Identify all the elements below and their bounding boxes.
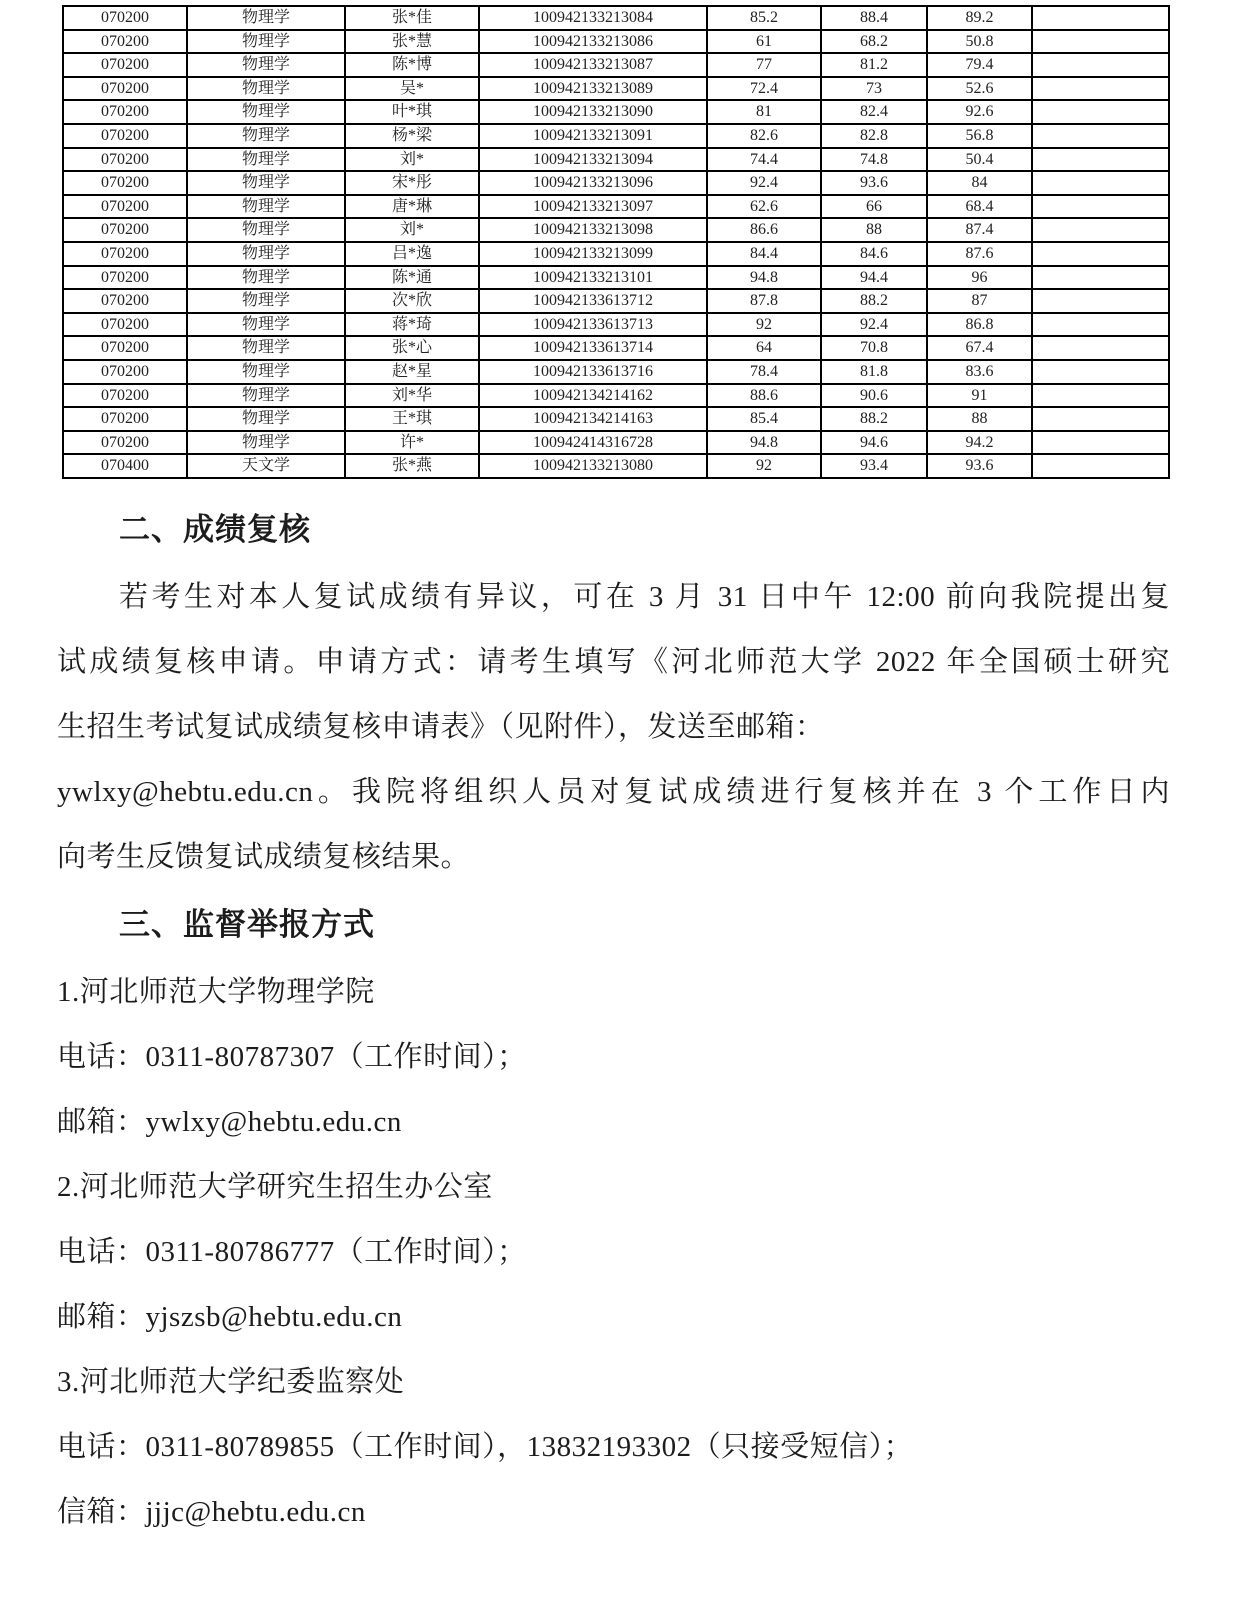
table-row — [63, 313, 1169, 337]
table-cell-score1: 92 — [707, 313, 821, 337]
contact-email: 邮箱：yjszsb@hebtu.edu.cn — [57, 1300, 403, 1333]
table-cell-exam_no: 100942133213084 — [479, 6, 707, 30]
score-table-body — [63, 6, 1169, 478]
table-cell-score3: 50.8 — [927, 30, 1032, 54]
table-cell-major: 物理学 — [187, 218, 345, 242]
table-cell-score3: 91 — [927, 384, 1032, 408]
table-cell-exam_no: 100942133213087 — [479, 53, 707, 77]
table-cell-blank — [1032, 6, 1169, 30]
table-cell-code: 070200 — [63, 77, 187, 101]
table-cell-score1: 84.4 — [707, 242, 821, 266]
table-cell-score3: 68.4 — [927, 195, 1032, 219]
table-cell-blank — [1032, 124, 1169, 148]
table-cell-score3: 87 — [927, 289, 1032, 313]
table-cell-exam_no: 100942133213091 — [479, 124, 707, 148]
table-cell-name: 蒋*琦 — [345, 313, 479, 337]
table-cell-name: 刘*华 — [345, 384, 479, 408]
table-cell-blank — [1032, 242, 1169, 266]
table-cell-code: 070200 — [63, 100, 187, 124]
table-cell-blank — [1032, 431, 1169, 455]
table-cell-score2: 84.6 — [821, 242, 927, 266]
table-cell-name: 张*佳 — [345, 6, 479, 30]
table-cell-name: 次*欣 — [345, 289, 479, 313]
table-cell-blank — [1032, 171, 1169, 195]
table-cell-exam_no: 100942133213089 — [479, 77, 707, 101]
table-cell-blank — [1032, 30, 1169, 54]
table-cell-score2: 68.2 — [821, 30, 927, 54]
table-cell-name: 陈*通 — [345, 266, 479, 290]
table-cell-score2: 82.4 — [821, 100, 927, 124]
table-row — [63, 148, 1169, 172]
table-cell-blank — [1032, 195, 1169, 219]
table-cell-code: 070200 — [63, 124, 187, 148]
table-cell-score1: 87.8 — [707, 289, 821, 313]
table-cell-name: 张*慧 — [345, 30, 479, 54]
paragraph-line: ywlxy@hebtu.edu.cn。我院将组织人员对复试成绩进行复核并在 3 个工作日内 — [57, 775, 1170, 808]
table-cell-blank — [1032, 384, 1169, 408]
table-cell-score1: 61 — [707, 30, 821, 54]
table-row — [63, 384, 1169, 408]
paragraph-line: 若考生对本人复试成绩有异议，可在 3 月 31 日中午 12:00 前向我院提出复 — [119, 580, 1170, 613]
table-cell-major: 物理学 — [187, 336, 345, 360]
table-cell-exam_no: 100942133213090 — [479, 100, 707, 124]
table-row — [63, 360, 1169, 384]
table-cell-exam_no: 100942133213101 — [479, 266, 707, 290]
contact-phone: 电话：0311-80787307（工作时间）； — [57, 1040, 527, 1073]
table-cell-exam_no: 100942133213098 — [479, 218, 707, 242]
table-cell-exam_no: 100942133213097 — [479, 195, 707, 219]
contact-email: 邮箱：ywlxy@hebtu.edu.cn — [57, 1105, 402, 1138]
table-cell-score3: 87.6 — [927, 242, 1032, 266]
table-row — [63, 218, 1169, 242]
table-cell-exam_no: 100942134214162 — [479, 384, 707, 408]
contact-phone: 电话：0311-80786777（工作时间）； — [57, 1235, 527, 1268]
table-cell-code: 070200 — [63, 407, 187, 431]
table-cell-name: 刘* — [345, 148, 479, 172]
table-cell-code: 070200 — [63, 30, 187, 54]
table-cell-score2: 92.4 — [821, 313, 927, 337]
table-cell-blank — [1032, 77, 1169, 101]
table-cell-blank — [1032, 100, 1169, 124]
table-cell-score2: 90.6 — [821, 384, 927, 408]
table-cell-score3: 79.4 — [927, 53, 1032, 77]
table-row — [63, 289, 1169, 313]
table-cell-score1: 81 — [707, 100, 821, 124]
table-cell-code: 070200 — [63, 336, 187, 360]
table-cell-blank — [1032, 360, 1169, 384]
table-cell-name: 陈*博 — [345, 53, 479, 77]
table-cell-score1: 85.4 — [707, 407, 821, 431]
table-cell-exam_no: 100942133613714 — [479, 336, 707, 360]
table-cell-name: 杨*梁 — [345, 124, 479, 148]
table-cell-blank — [1032, 148, 1169, 172]
table-cell-code: 070200 — [63, 148, 187, 172]
table-cell-score3: 87.4 — [927, 218, 1032, 242]
paragraph-line: 试成绩复核申请。申请方式：请考生填写《河北师范大学 2022 年全国硕士研究 — [57, 645, 1170, 678]
contact-phone: 电话：0311-80789855（工作时间），13832193302（只接受短信）； — [57, 1430, 914, 1463]
table-cell-name: 吴* — [345, 77, 479, 101]
table-cell-blank — [1032, 289, 1169, 313]
table-cell-major: 物理学 — [187, 100, 345, 124]
table-cell-score3: 56.8 — [927, 124, 1032, 148]
table-cell-score2: 94.6 — [821, 431, 927, 455]
table-cell-name: 吕*逸 — [345, 242, 479, 266]
table-cell-blank — [1032, 53, 1169, 77]
table-cell-exam_no: 100942133213099 — [479, 242, 707, 266]
table-cell-blank — [1032, 454, 1169, 478]
table-cell-name: 宋*彤 — [345, 171, 479, 195]
table-cell-name: 张*心 — [345, 336, 479, 360]
table-row — [63, 266, 1169, 290]
table-cell-major: 物理学 — [187, 360, 345, 384]
table-cell-major: 物理学 — [187, 171, 345, 195]
score-table — [62, 5, 1170, 479]
table-cell-score2: 88.2 — [821, 289, 927, 313]
table-cell-score3: 94.2 — [927, 431, 1032, 455]
table-cell-code: 070200 — [63, 242, 187, 266]
table-cell-score1: 85.2 — [707, 6, 821, 30]
table-cell-name: 叶*琪 — [345, 100, 479, 124]
table-cell-score1: 94.8 — [707, 266, 821, 290]
table-cell-code: 070200 — [63, 266, 187, 290]
table-cell-blank — [1032, 266, 1169, 290]
table-cell-name: 王*琪 — [345, 407, 479, 431]
table-cell-score3: 50.4 — [927, 148, 1032, 172]
table-cell-score1: 78.4 — [707, 360, 821, 384]
table-cell-code: 070200 — [63, 195, 187, 219]
table-cell-score2: 88.4 — [821, 6, 927, 30]
table-cell-major: 天文学 — [187, 454, 345, 478]
table-cell-score2: 88 — [821, 218, 927, 242]
table-cell-code: 070200 — [63, 431, 187, 455]
table-cell-name: 刘* — [345, 218, 479, 242]
table-row — [63, 407, 1169, 431]
table-cell-blank — [1032, 407, 1169, 431]
table-cell-score1: 64 — [707, 336, 821, 360]
table-cell-score2: 88.2 — [821, 407, 927, 431]
table-cell-blank — [1032, 336, 1169, 360]
table-cell-major: 物理学 — [187, 195, 345, 219]
table-cell-code: 070200 — [63, 360, 187, 384]
table-row — [63, 195, 1169, 219]
table-cell-score1: 88.6 — [707, 384, 821, 408]
review-paragraph — [57, 565, 1170, 890]
contact-title: 2.河北师范大学研究生招生办公室 — [57, 1170, 493, 1203]
table-cell-code: 070200 — [63, 53, 187, 77]
table-row — [63, 53, 1169, 77]
table-cell-score3: 83.6 — [927, 360, 1032, 384]
table-row — [63, 431, 1169, 455]
table-cell-score3: 89.2 — [927, 6, 1032, 30]
table-row — [63, 100, 1169, 124]
table-cell-score2: 70.8 — [821, 336, 927, 360]
table-cell-name: 张*燕 — [345, 454, 479, 478]
table-cell-score1: 92 — [707, 454, 821, 478]
contact-title: 3.河北师范大学纪委监察处 — [57, 1365, 405, 1398]
table-cell-code: 070200 — [63, 313, 187, 337]
section-heading-review: 二、成绩复核 — [119, 511, 311, 547]
table-cell-score2: 73 — [821, 77, 927, 101]
table-row — [63, 336, 1169, 360]
table-cell-score1: 74.4 — [707, 148, 821, 172]
table-cell-score2: 74.8 — [821, 148, 927, 172]
table-cell-code: 070200 — [63, 384, 187, 408]
table-cell-score3: 67.4 — [927, 336, 1032, 360]
table-cell-exam_no: 100942133613712 — [479, 289, 707, 313]
contact-email: 信箱：jjjc@hebtu.edu.cn — [57, 1495, 366, 1528]
table-cell-major: 物理学 — [187, 148, 345, 172]
paragraph-line: 向考生反馈复试成绩复核结果。 — [57, 840, 471, 873]
table-cell-major: 物理学 — [187, 431, 345, 455]
contact-title: 1.河北师范大学物理学院 — [57, 975, 375, 1008]
table-cell-score1: 86.6 — [707, 218, 821, 242]
table-cell-code: 070400 — [63, 454, 187, 478]
table-row — [63, 242, 1169, 266]
table-cell-major: 物理学 — [187, 289, 345, 313]
table-cell-major: 物理学 — [187, 242, 345, 266]
table-cell-score2: 93.4 — [821, 454, 927, 478]
table-cell-major: 物理学 — [187, 313, 345, 337]
document-text — [57, 495, 1170, 1545]
table-cell-exam_no: 100942414316728 — [479, 431, 707, 455]
table-row — [63, 124, 1169, 148]
table-cell-exam_no: 100942133213094 — [479, 148, 707, 172]
table-cell-code: 070200 — [63, 218, 187, 242]
table-cell-exam_no: 100942134214163 — [479, 407, 707, 431]
table-cell-score3: 52.6 — [927, 77, 1032, 101]
table-cell-score1: 77 — [707, 53, 821, 77]
table-cell-score1: 72.4 — [707, 77, 821, 101]
table-cell-score3: 93.6 — [927, 454, 1032, 478]
table-cell-code: 070200 — [63, 289, 187, 313]
document-page — [0, 5, 1248, 1605]
table-cell-exam_no: 100942133213096 — [479, 171, 707, 195]
table-cell-exam_no: 100942133613713 — [479, 313, 707, 337]
table-cell-major: 物理学 — [187, 384, 345, 408]
table-cell-score2: 94.4 — [821, 266, 927, 290]
contact-list — [57, 960, 1170, 1545]
table-cell-score1: 62.6 — [707, 195, 821, 219]
table-cell-major: 物理学 — [187, 6, 345, 30]
table-cell-major: 物理学 — [187, 124, 345, 148]
table-cell-score3: 88 — [927, 407, 1032, 431]
table-cell-code: 070200 — [63, 171, 187, 195]
table-cell-score3: 92.6 — [927, 100, 1032, 124]
table-row — [63, 30, 1169, 54]
table-cell-major: 物理学 — [187, 407, 345, 431]
table-cell-name: 许* — [345, 431, 479, 455]
table-cell-score2: 81.2 — [821, 53, 927, 77]
table-cell-score2: 81.8 — [821, 360, 927, 384]
table-row — [63, 171, 1169, 195]
paragraph-line: 生招生考试复试成绩复核申请表》（见附件），发送至邮箱： — [57, 710, 825, 743]
table-cell-code: 070200 — [63, 6, 187, 30]
table-cell-score2: 66 — [821, 195, 927, 219]
table-cell-score2: 82.8 — [821, 124, 927, 148]
table-cell-major: 物理学 — [187, 30, 345, 54]
table-row — [63, 77, 1169, 101]
table-cell-score2: 93.6 — [821, 171, 927, 195]
table-cell-score1: 94.8 — [707, 431, 821, 455]
table-row — [63, 454, 1169, 478]
table-cell-exam_no: 100942133613716 — [479, 360, 707, 384]
table-cell-major: 物理学 — [187, 53, 345, 77]
table-cell-blank — [1032, 313, 1169, 337]
section-heading-report: 三、监督举报方式 — [119, 906, 375, 942]
table-cell-name: 唐*琳 — [345, 195, 479, 219]
table-cell-exam_no: 100942133213086 — [479, 30, 707, 54]
table-cell-score3: 96 — [927, 266, 1032, 290]
table-row — [63, 6, 1169, 30]
table-cell-name: 赵*星 — [345, 360, 479, 384]
table-cell-score1: 92.4 — [707, 171, 821, 195]
table-cell-major: 物理学 — [187, 266, 345, 290]
table-cell-major: 物理学 — [187, 77, 345, 101]
table-cell-exam_no: 100942133213080 — [479, 454, 707, 478]
table-cell-blank — [1032, 218, 1169, 242]
table-cell-score1: 82.6 — [707, 124, 821, 148]
table-cell-score3: 84 — [927, 171, 1032, 195]
table-cell-score3: 86.8 — [927, 313, 1032, 337]
